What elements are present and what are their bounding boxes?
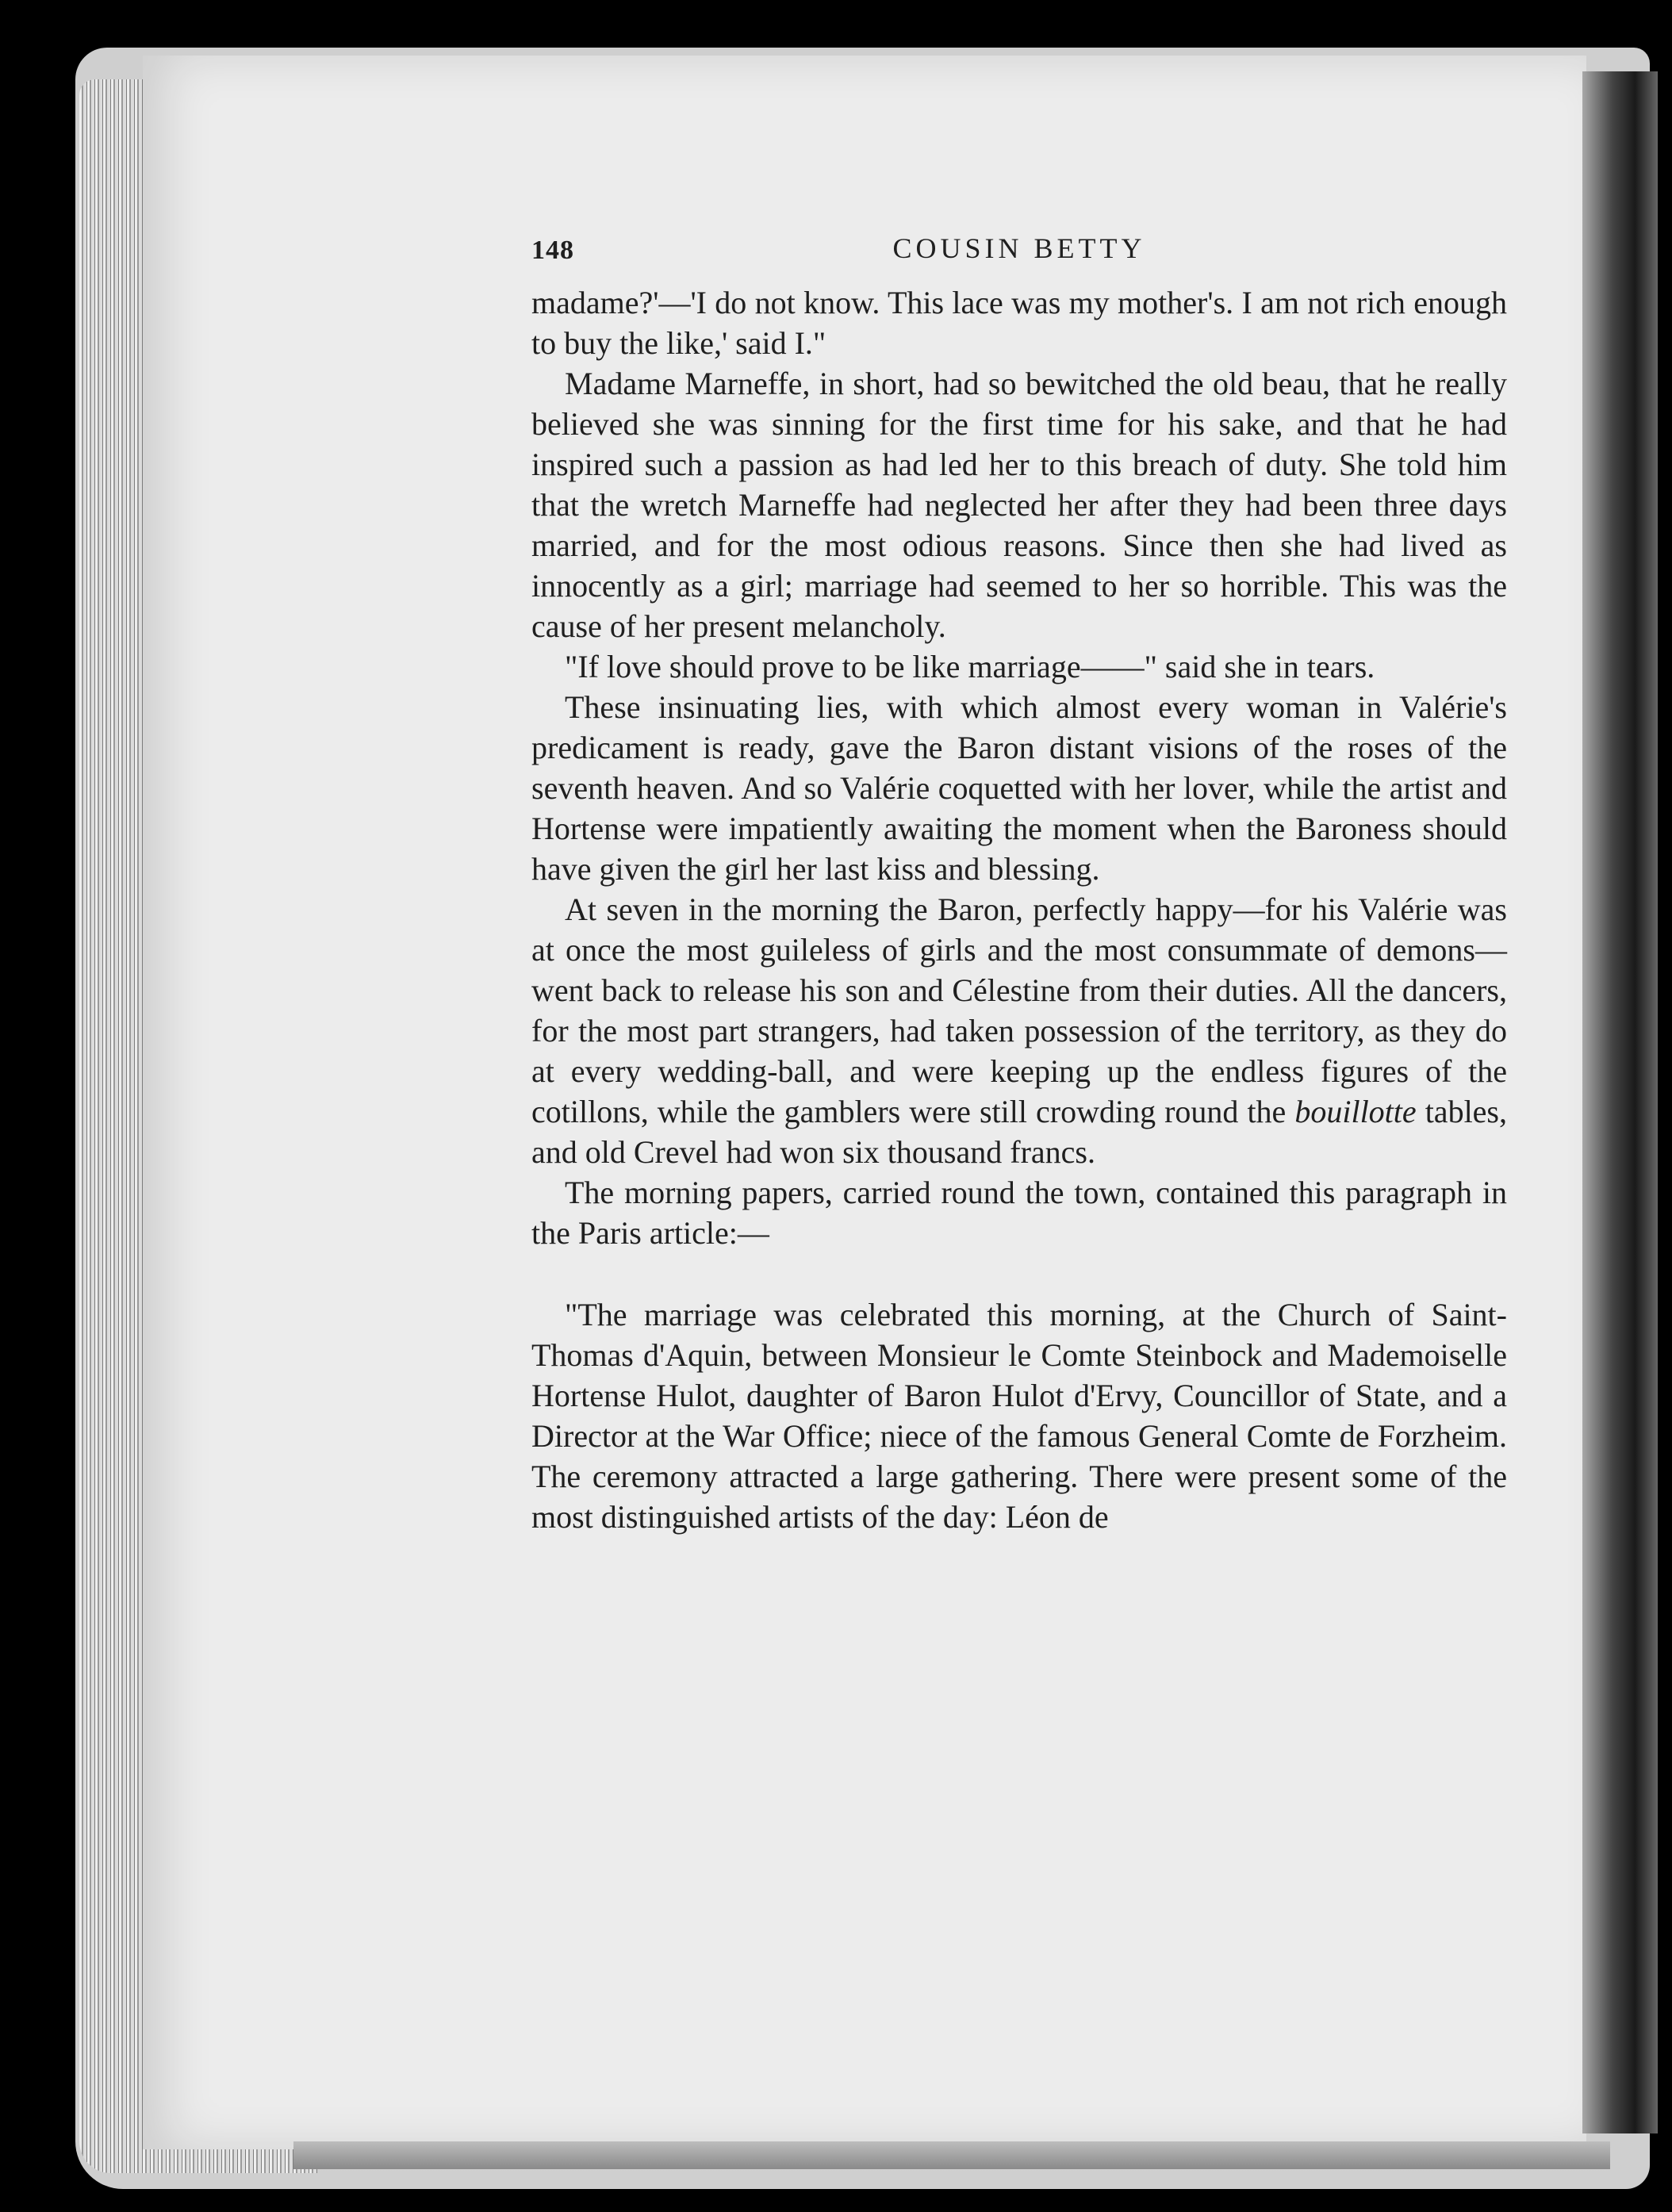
text-block xyxy=(531,224,1507,1537)
paragraph: The morning papers, carried round the town, contained this paragraph in the Paris article:— xyxy=(531,1175,1507,1251)
paragraph xyxy=(531,889,1507,1172)
page-bottom-edge xyxy=(293,2141,1610,2169)
paragraph-text: At seven in the morning the Baron, perfectly happy—for his Valérie was at once the most guileless of girls and the most consummate of demons—went back to release his son and Célestine from their duties. All the dancers, for the most part strangers, had taken possession of the territory, as they do at every wedding-ball, and were keeping up the endless figures of the cotillons, while the gamblers were still crowding round the xyxy=(531,891,1507,1129)
paragraph-text: tables, and old Crevel had won six thousand francs. xyxy=(531,1094,1507,1170)
quoted-article: "The marriage was celebrated this morning, at the Church of Saint-Thomas d'Aquin, between Monsieur le Comte Steinbock and Mademoiselle Hortense Hulot, daughter of Baron Hulot d'Ervy, Councillor of State, and a Director at the War Office; niece of the famous General Comte de Forzheim. The ceremony attracted a large gathering. There were present some of the most distinguished artists of the day: Léon de xyxy=(531,1297,1507,1535)
paragraph-continued: madame?'—'I do not know. This lace was my mother's. I am not rich enough to buy the like,' said I." xyxy=(531,285,1507,361)
running-title: COUSIN BETTY xyxy=(892,232,1146,264)
paragraph: Madame Marneffe, in short, had so bewitched the old beau, that he really believed she was sinning for the first time for his sake, and that he had inspired such a passion as had led her to this breach of duty. She told him that the wretch Marneffe had neglected her after they had been three days married, and for the most odious reasons. Since then she had lived as innocently as a girl; marriage had seemed to her so horrible. This was the cause of her present melancholy. xyxy=(531,366,1507,644)
italic-term: bouillotte xyxy=(1294,1094,1417,1129)
paragraph: These insinuating lies, with which almost every woman in Valérie's predicament is ready, gave the Baron distant visions of the roses of the seventh heaven. And so Valérie coquetted with her lover, while the artist and Hortense were impatiently awaiting the moment when the Baroness should have given the girl her last kiss and blessing. xyxy=(531,689,1507,887)
book-spine-shadow xyxy=(1582,71,1658,2133)
paragraph: "If love should prove to be like marriage——" said she in tears. xyxy=(565,649,1375,684)
page-number: 148 xyxy=(531,236,574,265)
running-head xyxy=(531,224,1507,271)
